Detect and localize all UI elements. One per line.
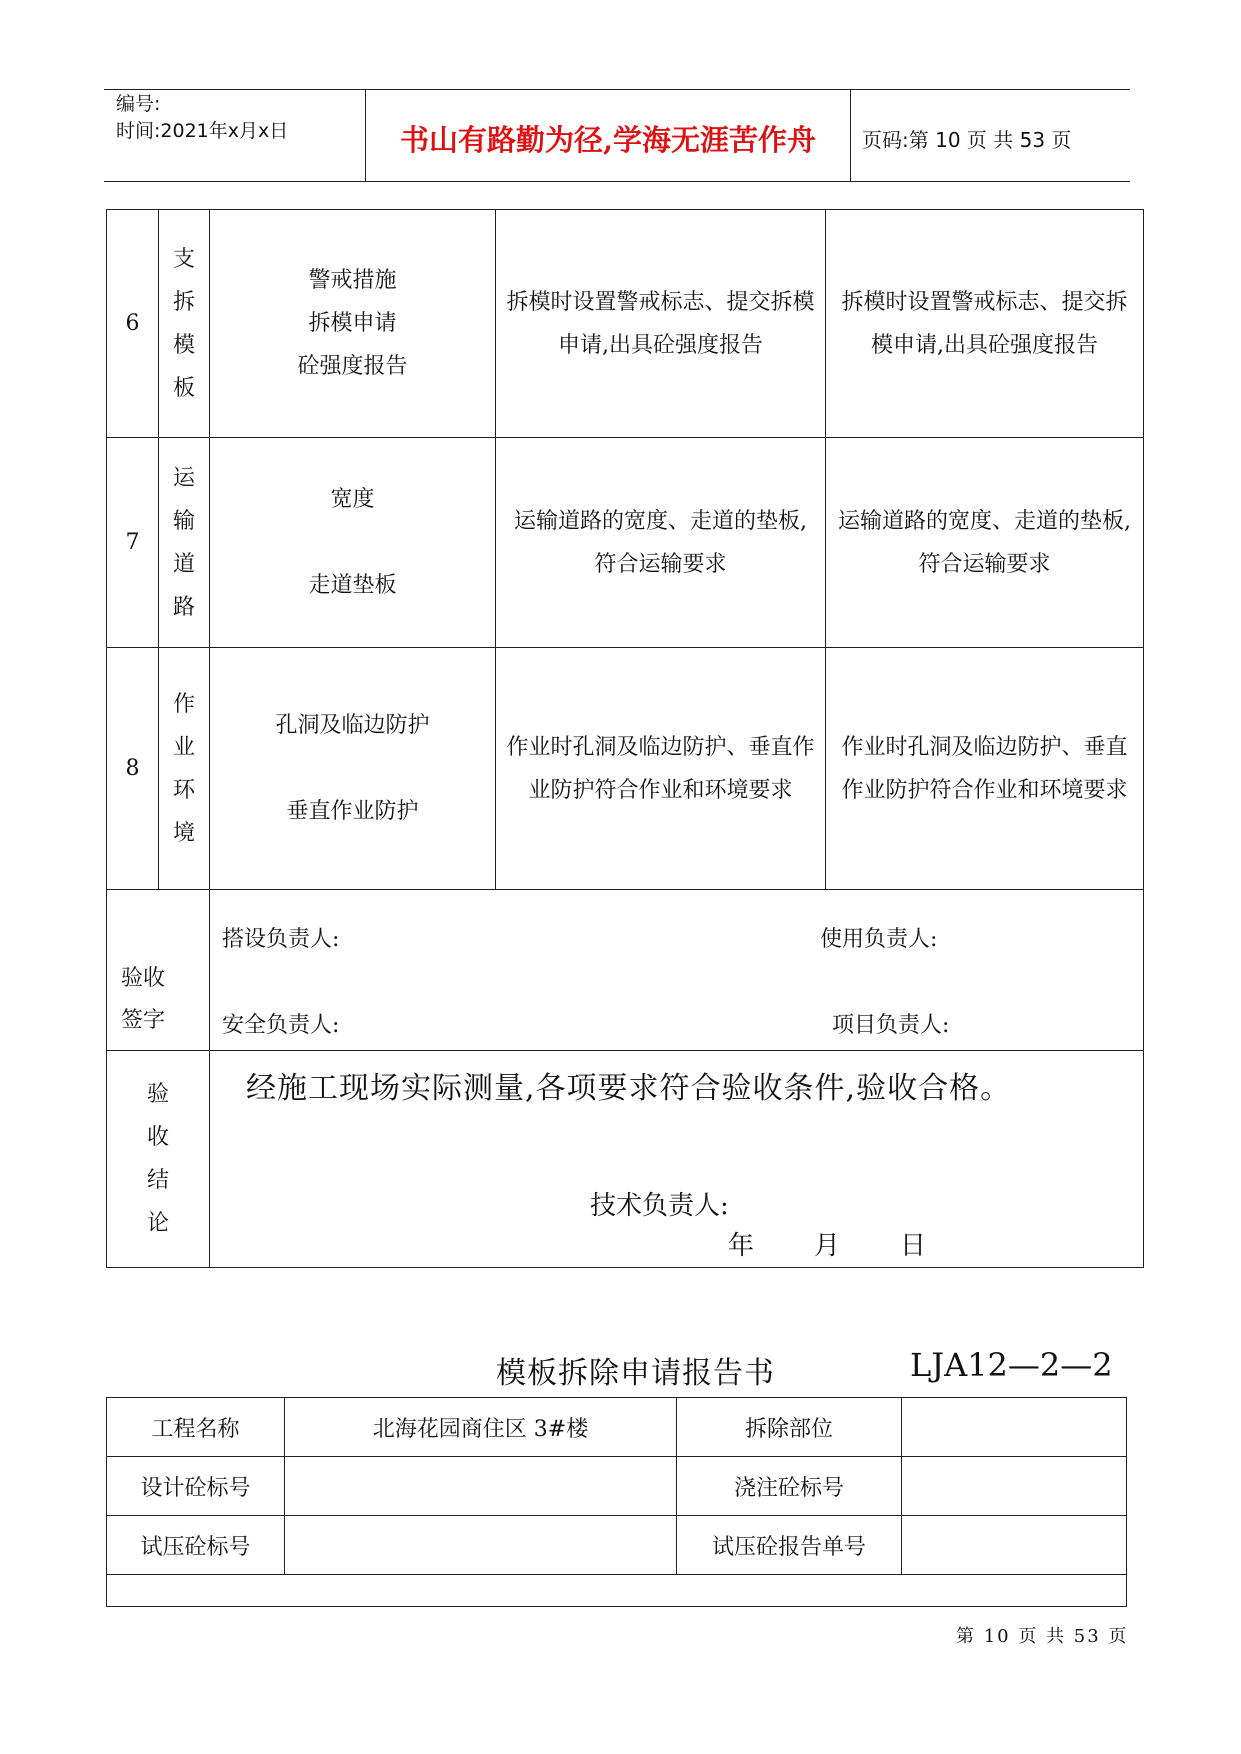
day-label: 日 — [900, 1231, 927, 1261]
test-grade-value[interactable] — [285, 1516, 677, 1575]
design-grade-label: 设计砼标号 — [107, 1457, 285, 1516]
project-name-value[interactable]: 北海花园商住区 3#楼 — [285, 1398, 677, 1457]
table-row — [107, 1575, 1127, 1607]
conclusion-label: 验 收 结 论 — [107, 1051, 210, 1268]
demolition-form-table — [106, 1397, 1127, 1607]
year-label: 年 — [728, 1231, 755, 1261]
signature-cell — [210, 890, 1144, 1051]
tech-lead-label: 技术负责人: — [590, 1191, 729, 1221]
doc-time-label: 时间:2021年x月x日 — [116, 120, 289, 142]
demolish-part-value[interactable] — [902, 1398, 1127, 1457]
test-grade-label: 试压砼标号 — [107, 1516, 285, 1575]
signature-label: 验收 签字 — [107, 890, 210, 1051]
conclusion-cell — [210, 1051, 1144, 1268]
project-name-label: 工程名称 — [107, 1398, 285, 1457]
row-requirement: 运输道路的宽度、走道的垫板,符合运输要求 — [496, 438, 826, 648]
doc-number-label: 编号: — [116, 93, 161, 115]
row-category: 支 拆 模 板 — [159, 210, 210, 438]
pour-grade-label: 浇注砼标号 — [677, 1457, 902, 1516]
pour-grade-value[interactable] — [902, 1457, 1127, 1516]
empty-cell — [107, 1575, 1127, 1607]
test-report-value[interactable] — [902, 1516, 1127, 1575]
conclusion-text: 经施工现场实际测量,各项要求符合验收条件,验收合格。 — [246, 1071, 1012, 1106]
table-row — [107, 1457, 1127, 1516]
project-signature-label: 项目负责人: — [832, 1013, 950, 1038]
conclusion-row — [107, 1051, 1144, 1268]
row-result: 运输道路的宽度、走道的垫板,符合运输要求 — [826, 438, 1144, 648]
table-row — [107, 1398, 1127, 1457]
table-row — [107, 1516, 1127, 1575]
row-category: 作 业 环 境 — [159, 648, 210, 890]
row-number: 8 — [107, 648, 159, 890]
row-number: 6 — [107, 210, 159, 438]
header-page-info: 页码:第 10 页 共 53 页 — [862, 128, 1072, 152]
header-motto: 书山有路勤为径,学海无涯苦作舟 — [399, 123, 817, 157]
demolish-part-label: 拆除部位 — [677, 1398, 902, 1457]
conclusion-date — [728, 1225, 926, 1262]
table-row — [107, 438, 1144, 648]
test-report-label: 试压砼报告单号 — [677, 1516, 902, 1575]
row-result: 作业时孔洞及临边防护、垂直作业防护符合作业和环境要求 — [826, 648, 1144, 890]
header-bottom-rule — [104, 181, 1130, 182]
inspection-table — [106, 209, 1144, 1268]
row-result: 拆模时设置警戒标志、提交拆模申请,出具砼强度报告 — [826, 210, 1144, 438]
form-code: LJA12—2—2 — [910, 1346, 1113, 1384]
table-row — [107, 210, 1144, 438]
builder-signature-label: 搭设负责人: — [222, 927, 340, 952]
row-number: 7 — [107, 438, 159, 648]
user-signature-label: 使用负责人: — [820, 927, 938, 952]
row-requirement: 作业时孔洞及临边防护、垂直作业防护符合作业和环境要求 — [496, 648, 826, 890]
safety-signature-label: 安全负责人: — [222, 1013, 340, 1038]
table-row — [107, 648, 1144, 890]
month-label: 月 — [814, 1231, 841, 1261]
design-grade-value[interactable] — [285, 1457, 677, 1516]
header-divider-right — [850, 90, 851, 182]
page-footer: 第 10 页 共 53 页 — [956, 1626, 1129, 1647]
row-items: 宽度 走道垫板 — [210, 438, 496, 648]
row-requirement: 拆模时设置警戒标志、提交拆模申请,出具砼强度报告 — [496, 210, 826, 438]
header-top-rule — [104, 89, 1130, 90]
form-title: 模板拆除申请报告书 — [496, 1356, 775, 1391]
signature-row — [107, 890, 1144, 1051]
row-items: 警戒措施 拆模申请 砼强度报告 — [210, 210, 496, 438]
row-category: 运 输 道 路 — [159, 438, 210, 648]
row-items: 孔洞及临边防护 垂直作业防护 — [210, 648, 496, 890]
